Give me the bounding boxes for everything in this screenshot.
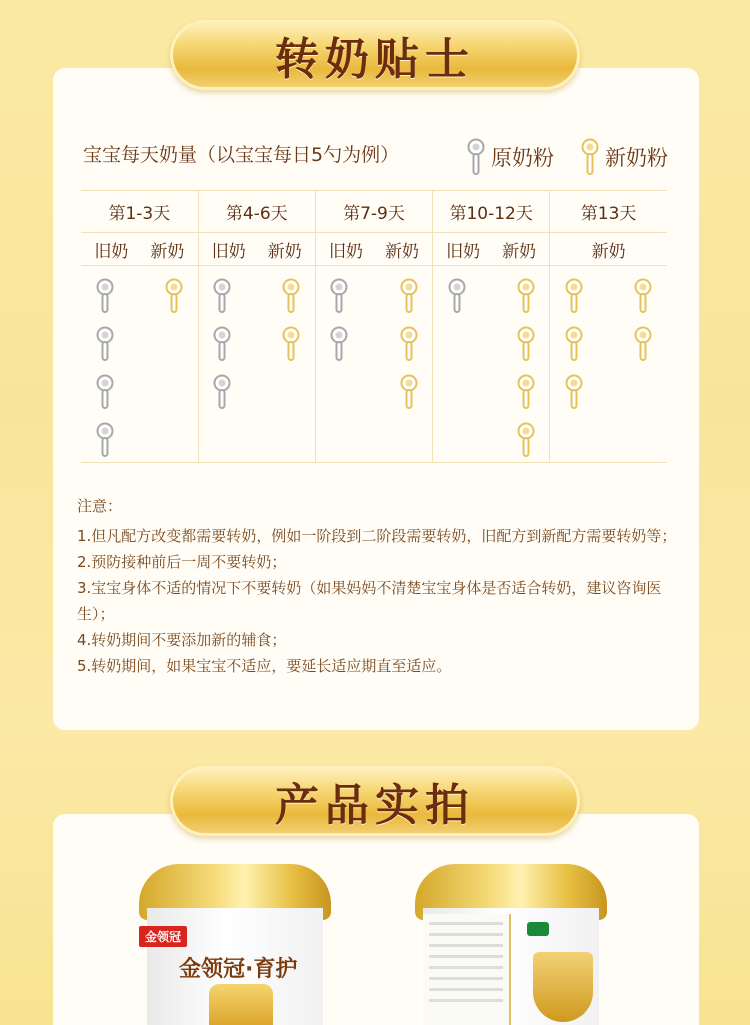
period-day7-9: 第7-9天	[315, 191, 432, 233]
new-spoon-icon	[282, 326, 300, 362]
legend-old-label: 原奶粉	[491, 146, 554, 170]
old-spoon-icon	[330, 326, 348, 362]
old-spoon-icon	[96, 374, 114, 410]
spoon-cell	[433, 266, 550, 463]
new-spoon-icon	[400, 374, 418, 410]
new-milk-label: 新奶	[150, 241, 185, 262]
old-spoon-icon	[96, 326, 114, 362]
new-spoon-icon	[581, 138, 599, 176]
spoon-cell	[550, 266, 667, 463]
note-item: 1.但凡配方改变都需要转奶，例如一阶段到二阶段需要转奶，旧配方到新配方需要转奶等；	[77, 527, 677, 545]
notes-section	[77, 493, 677, 679]
spoon-cell	[315, 266, 432, 463]
new-spoon-icon	[565, 374, 583, 410]
old-milk-label: 旧奶	[446, 241, 481, 262]
spoon-cell	[81, 266, 198, 463]
new-spoon-icon	[634, 326, 652, 362]
note-item: 5.转奶期间，如果宝宝不适应，要延长适应期直至适应。	[77, 657, 452, 675]
note-item: 3.宝宝身体不适的情况下不要转奶（如果妈妈不清楚宝宝身体是否适合转奶，建议咨询医生）；	[77, 579, 662, 623]
shield-icon	[533, 952, 593, 1022]
old-spoon-icon	[96, 422, 114, 458]
new-spoon-icon	[282, 278, 300, 314]
new-milk-label: 新奶	[591, 241, 626, 262]
yili-logo-icon	[527, 922, 549, 936]
brand-name: 金领冠·育护	[179, 957, 298, 982]
new-milk-label: 新奶	[267, 241, 302, 262]
new-milk-label: 新奶	[384, 241, 419, 262]
new-spoon-icon	[165, 278, 183, 314]
legend-new-label: 新奶粉	[605, 146, 668, 170]
old-milk-label: 旧奶	[328, 241, 363, 262]
period-day13: 第13天	[550, 191, 667, 233]
new-spoon-icon	[400, 326, 418, 362]
brand-tag: 金领冠	[139, 926, 187, 947]
transition-table	[81, 190, 667, 463]
product-can-front	[139, 864, 331, 1025]
photo-banner	[170, 766, 580, 836]
new-spoon-icon	[565, 278, 583, 314]
tips-card	[53, 68, 699, 730]
instruction-panel	[423, 914, 511, 1025]
period-day1-3: 第1-3天	[81, 191, 198, 233]
old-milk-label: 旧奶	[94, 241, 129, 262]
old-spoon-icon	[96, 278, 114, 314]
new-spoon-icon	[634, 278, 652, 314]
tips-title: 转奶贴士	[275, 34, 475, 85]
period-day4-6: 第4-6天	[198, 191, 315, 233]
old-spoon-icon	[213, 374, 231, 410]
gold-badge-icon	[209, 984, 273, 1025]
legend-row	[83, 138, 669, 178]
old-spoon-icon	[467, 138, 485, 176]
period-day10-12: 第10-12天	[433, 191, 550, 233]
note-item: 4.转奶期间不要添加新的辅食；	[77, 631, 287, 649]
product-photo-card	[53, 814, 699, 1025]
old-milk-label: 旧奶	[211, 241, 246, 262]
new-spoon-icon	[517, 278, 535, 314]
old-spoon-icon	[213, 278, 231, 314]
new-spoon-icon	[517, 326, 535, 362]
new-spoon-icon	[517, 422, 535, 458]
notes-title: 注意：	[77, 497, 123, 515]
new-milk-label: 新奶	[502, 241, 537, 262]
legend-new	[581, 138, 668, 176]
tips-banner	[170, 20, 580, 90]
new-spoon-icon	[400, 278, 418, 314]
spoon-cell	[198, 266, 315, 463]
period-header-row	[81, 191, 667, 233]
photo-title: 产品实拍	[275, 780, 475, 831]
old-spoon-icon	[448, 278, 466, 314]
new-spoon-icon	[517, 374, 535, 410]
spoon-row	[81, 266, 667, 463]
note-item: 2.预防接种前后一周不要转奶；	[77, 553, 287, 571]
new-spoon-icon	[565, 326, 583, 362]
sub-header-row	[81, 233, 667, 266]
old-spoon-icon	[213, 326, 231, 362]
old-spoon-icon	[330, 278, 348, 314]
product-can-back	[415, 864, 607, 1025]
daily-amount-label: 宝宝每天奶量（以宝宝每日5勺为例）	[83, 144, 400, 166]
legend-old	[467, 138, 554, 176]
